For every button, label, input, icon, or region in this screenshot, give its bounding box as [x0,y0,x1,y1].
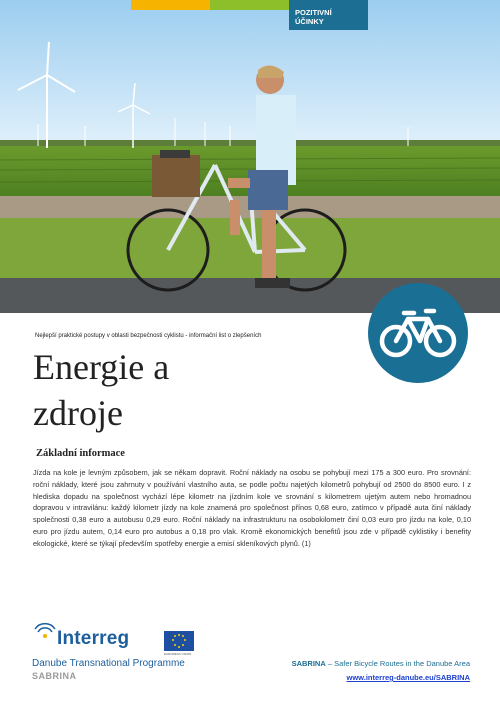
page-title [33,344,169,436]
title-line2: zdroje [33,393,123,433]
positive-effects-badge [289,0,368,30]
footer-project: SABRINA [291,659,326,668]
footer-info [292,659,470,682]
hero-photo [0,0,500,313]
programme-name: Danube Transnational Programme [32,658,185,669]
kicker-text: Nejlepší praktické postupy v oblasti bezpečnosti cyklistu - informační list o zlepšeních [35,333,262,339]
eu-flag-icon [164,631,194,651]
yellow-strip [131,0,210,10]
footer-tagline [292,659,470,668]
eu-caption: EUROPEAN UNION [164,652,192,656]
section-heading: Základní informace [36,448,125,459]
project-name: SABRINA [32,671,77,681]
interreg-logo [30,620,210,684]
title-line1: Energie a [33,347,170,387]
badge-line1: POZITIVNÍ [295,8,332,17]
footer-link[interactable]: www.interreg-danube.eu/SABRINA [346,673,470,682]
footer-tagline-text: – Safer Bicycle Routes in the Danube Area [325,659,470,668]
bicycle-icon [368,283,468,383]
badge-line2: ÚČINKY [295,17,324,26]
interreg-signal-icon [32,622,58,652]
body-paragraph: Jízda na kole je levným způsobem, jak se někam dopravit. Roční náklady na osobu se pohybují mezi 175 a 300 euro. Pro srovnání: roční náklady, které jsou zahrnuty v používání vlastního auta, se podle počtu najetých kilometrů pohybují od 2500 do 8500 euro. I z hlediska dopadu na společnost vychází lépe kilometr na jízdním kole ve srovnání s kilometrem ujetým autem nebo hromadnou dopravou v intravilánu: každý kilometr jízdy na kole znamená pro společnost přínos 0,68 euro, zatímco v případě auta činí náklady společnosti 0,38 euro a autobusu 0,29 euro. Roční náklady na infrastrukturu na osobokilometr činí 0,03 euro pro jízdu na kole, 0,10 euro pro jízdu autem, 0,14 euro pro autobus a 0,18 pro vlak. Kromě ekonomických benefitů jsou zde v případě cyklistiky i benefity ekologické, které se týkají především spotřeby energie a emisí skleníkových plynů. (1) [33,468,471,548]
interreg-wordmark: Interreg [57,628,130,649]
green-strip [210,0,289,10]
